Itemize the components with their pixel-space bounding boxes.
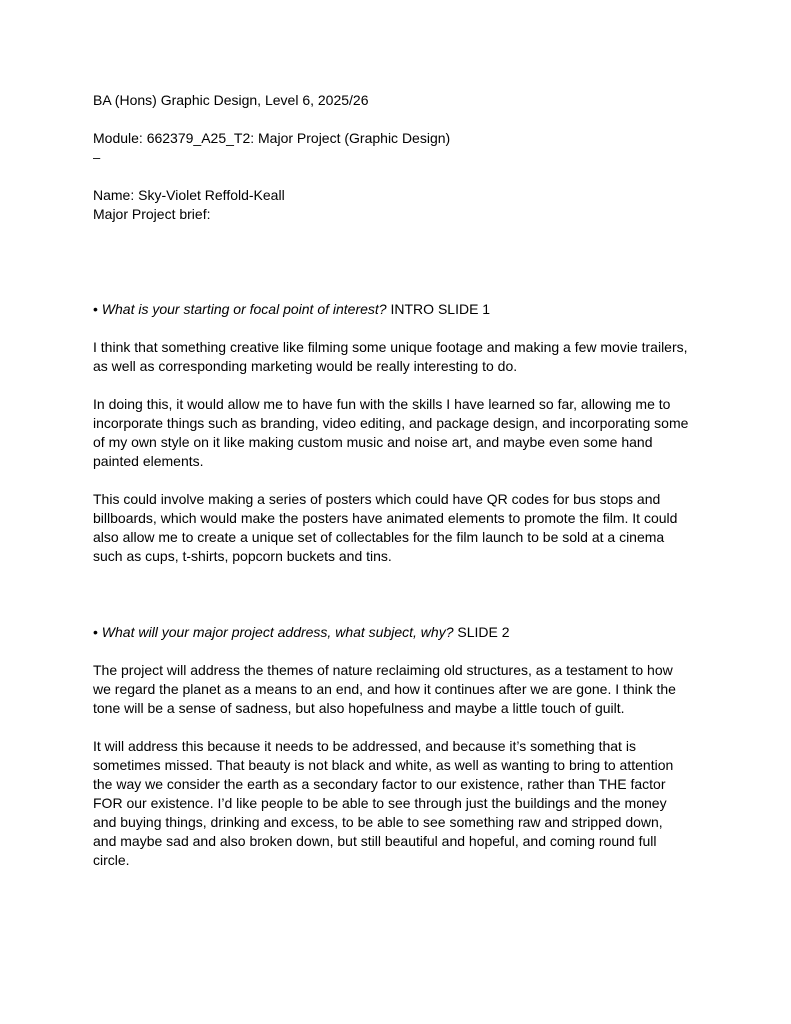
text-line: I think that something creative like filming some unique footage and making a few movie trailers,: [93, 339, 688, 355]
question-2: [93, 623, 713, 642]
text-line: incorporate things such as branding, video editing, and package design, and incorporating some: [93, 415, 689, 431]
text-line: FOR our existence. I’d like people to be able to see through just the buildings and the money: [93, 795, 667, 811]
text-line: billboards, which would make the posters have animated elements to promote the film. It could: [93, 510, 678, 526]
answer-2-paragraph: [93, 737, 713, 870]
bullet-1: •: [93, 301, 98, 317]
question-2-text: What will your major project address, what subject, why?: [101, 624, 454, 640]
question-1: [93, 300, 713, 319]
text-line: In doing this, it would allow me to have fun with the skills I have learned so far, allowing me to: [93, 396, 671, 412]
question-1-slide: INTRO SLIDE 1: [390, 301, 491, 317]
module-line: Module: 662379_A25_T2: Major Project (Graphic Design): [93, 130, 451, 146]
text-line: tone will be a sense of sadness, but also hopefulness and maybe a little touch of guilt.: [93, 700, 625, 716]
text-line: circle.: [93, 852, 130, 868]
brief-heading: Major Project brief:: [93, 206, 211, 222]
text-line: the way we consider the earth as a secondary factor to our existence, rather than THE factor: [93, 776, 666, 792]
dash-separator: –: [93, 150, 101, 165]
answer-2-paragraph: [93, 661, 713, 718]
text-line: and buying things, drinking and excess, to be able to see something raw and stripped down,: [93, 814, 663, 830]
text-line: painted elements.: [93, 453, 204, 469]
question-2-slide: SLIDE 2: [457, 624, 510, 640]
question-1-text: What is your starting or focal point of interest?: [101, 301, 387, 317]
document-body: [93, 91, 713, 870]
text-line: we regard the planet as a means to an end, and how it continues after we are gone. I think the: [93, 681, 676, 697]
text-line: of my own style on it like making custom music and noise art, and maybe even some hand: [93, 434, 653, 450]
text-line: also allow me to create a unique set of collectables for the film launch to be sold at a cinema: [93, 529, 665, 545]
text-line: as well as corresponding marketing would be really interesting to do.: [93, 358, 518, 374]
answer-1-paragraph: [93, 490, 713, 566]
text-line: This could involve making a series of posters which could have QR codes for bus stops and: [93, 491, 661, 507]
course-line: BA (Hons) Graphic Design, Level 6, 2025/26: [93, 92, 369, 108]
student-name: Name: Sky-Violet Reffold-Keall: [93, 187, 285, 203]
text-line: It will address this because it needs to be addressed, and because it’s something that is: [93, 738, 636, 754]
answer-1-paragraph: [93, 395, 713, 471]
bullet-2: •: [93, 624, 98, 640]
text-line: such as cups, t-shirts, popcorn buckets and tins.: [93, 548, 392, 564]
text-line: sometimes missed. That beauty is not black and white, as well as wanting to bring to attention: [93, 757, 674, 773]
text-line: and maybe sad and also broken down, but still beautiful and hopeful, and coming round full: [93, 833, 657, 849]
text-line: The project will address the themes of nature reclaiming old structures, as a testament to how: [93, 662, 673, 678]
answer-1-paragraph: [93, 338, 713, 376]
